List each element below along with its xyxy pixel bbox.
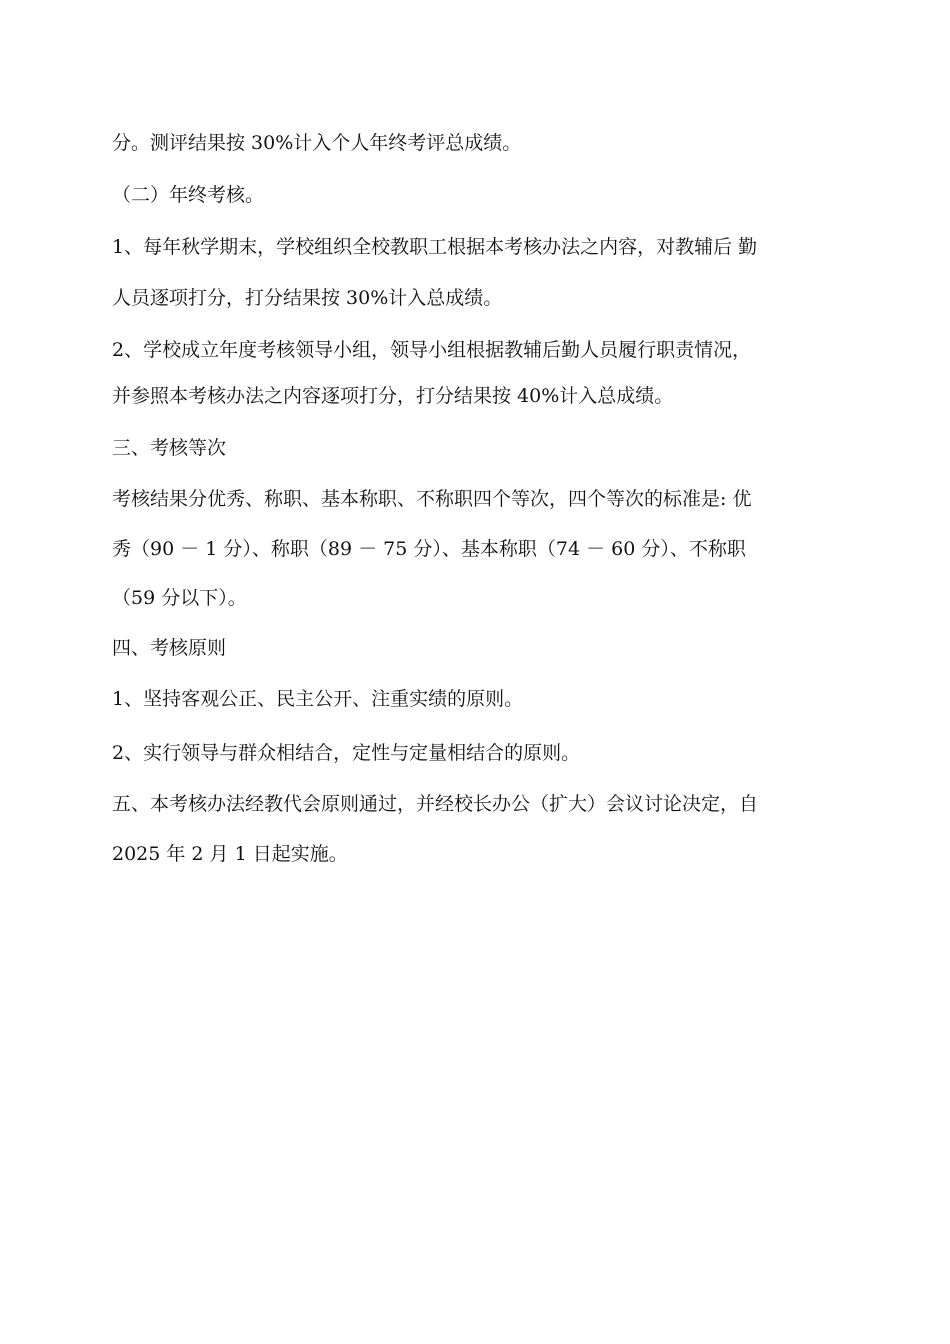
paragraph-line: 1、坚持客观公正、民主公开、注重实绩的原则。	[112, 688, 524, 710]
paragraph-line: 人员逐项打分，打分结果按 30%计入总成绩。	[112, 287, 503, 309]
paragraph-line: 2、实行领导与群众相结合，定性与定量相结合的原则。	[112, 742, 581, 764]
paragraph-line: 考核结果分优秀、称职、基本称职、不称职四个等次，四个等次的标准是: 优	[112, 488, 752, 510]
section-heading: （二）年终考核。	[112, 184, 265, 206]
paragraph-line: 五、本考核办法经教代会原则通过，并经校长办公（扩大）会议讨论决定，自	[112, 793, 759, 815]
paragraph-line: 并参照本考核办法之内容逐项打分，打分结果按 40%计入总成绩。	[112, 385, 674, 407]
paragraph-line: 1、每年秋学期末，学校组织全校教职工根据本考核办法之内容，对教辅后 勤	[112, 236, 758, 258]
paragraph-line: 2、学校成立年度考核领导小组，领导小组根据教辅后勤人员履行职责情况，	[112, 339, 752, 361]
paragraph-line: 秀（90 － 1 分）、称职（89 － 75 分）、基本称职（74 － 60 分）、不称职	[112, 538, 746, 560]
paragraph-line: （59 分以下）。	[112, 587, 247, 609]
paragraph-line: 2025 年 2 月 1 日起实施。	[112, 843, 348, 865]
section-heading: 四、考核原则	[112, 637, 227, 659]
section-heading: 三、考核等次	[112, 437, 227, 459]
paragraph-line: 分。测评结果按 30%计入个人年终考评总成绩。	[112, 132, 522, 154]
